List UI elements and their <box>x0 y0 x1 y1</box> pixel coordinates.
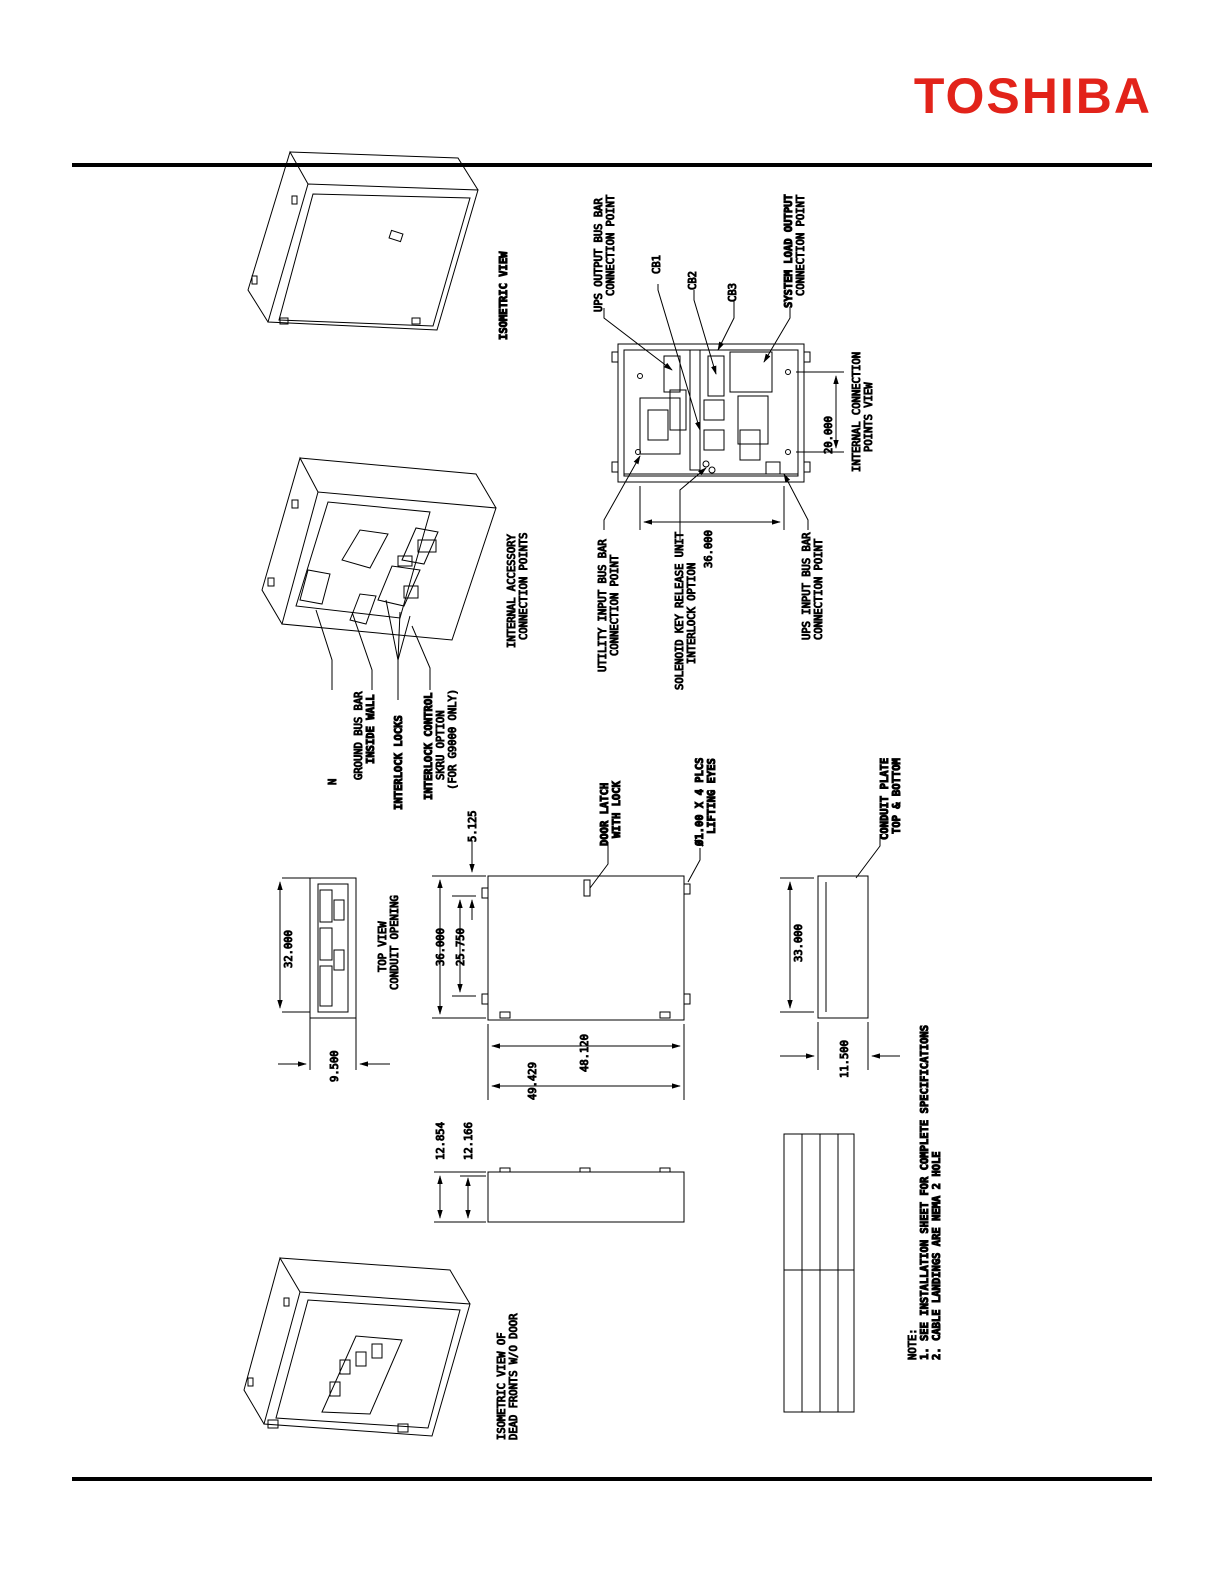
cb3-label: CB3 <box>727 283 739 302</box>
conduit-plate-labels <box>793 758 903 1078</box>
interlock-locks-label: INTERLOCK LOCKS <box>393 715 405 810</box>
dim-32-000: 32.000 <box>283 930 295 968</box>
system-load-output-sub: CONNECTION POINT <box>795 194 807 296</box>
iso-closed-drawing <box>248 152 478 330</box>
lifting-eyes-label: Ø1.00 X 4 PLCS <box>694 757 706 846</box>
dim-49-429: 49.429 <box>527 1062 539 1100</box>
blank-table-grid <box>784 1134 854 1412</box>
top-view-title2: CONDUIT OPENING <box>389 895 401 990</box>
dim-36-000-front: 36.000 <box>435 928 447 966</box>
interlock-control-sub1: SKRU OPTION <box>435 710 447 780</box>
note-2: 2. CABLE LANDINGS ARE NEMA 2 HOLE <box>931 1151 943 1360</box>
front-view-labels <box>435 757 718 1100</box>
ground-bus-bar-label: GROUND BUS BAR <box>353 691 365 780</box>
top-view-title1: TOP VIEW <box>377 921 389 972</box>
iso-deadfront-title1: ISOMETRIC VIEW OF <box>496 1332 508 1440</box>
ground-bus-bar-sub: INSIDE WALL <box>365 694 377 764</box>
side-view-drawing <box>434 1168 684 1222</box>
iso-internal-callouts <box>316 533 530 810</box>
conduit-plate-label: CONDUIT PLATE <box>879 757 891 840</box>
dim-48-120: 48.120 <box>579 1034 591 1072</box>
internal-points-title2: POINTS VIEW <box>863 382 875 452</box>
neutral-bus-bar-label: N <box>327 778 339 785</box>
ups-output-bus-label: UPS OUTPUT BUS BAR <box>593 198 605 312</box>
toshiba-logo: TOSHIBA <box>913 68 1152 124</box>
iso-closed-label <box>498 251 510 340</box>
cb2-label: CB2 <box>687 271 699 290</box>
utility-input-bus-sub: CONNECTION POINT <box>609 554 621 656</box>
lifting-eyes-sub: LIFTING EYES <box>706 758 718 834</box>
dim-12-854: 12.854 <box>435 1122 447 1160</box>
ups-input-bus-label: UPS INPUT BUS BAR <box>801 532 813 640</box>
internal-connection-labels <box>593 194 875 690</box>
iso-deadfront-label <box>496 1313 520 1440</box>
internal-points-title1: INTERNAL CONNECTION <box>851 351 863 472</box>
dim-5-125: 5.125 <box>467 810 479 842</box>
iso-internal-drawing <box>262 458 496 640</box>
iso-closed-title: ISOMETRIC VIEW <box>498 251 510 340</box>
solenoid-key-label: SOLENOID KEY RELEASE UNIT <box>674 531 686 690</box>
iso-internal-title2: CONNECTION POINTS <box>518 532 530 640</box>
conduit-plate-sub: TOP & BOTTOM <box>891 758 903 834</box>
iso-internal-title1: INTERNAL ACCESSORY <box>506 534 518 648</box>
dim-33-000: 33.000 <box>793 924 805 962</box>
ups-output-bus-sub: CONNECTION POINT <box>605 194 617 296</box>
interlock-control-label: INTERLOCK CONTROL <box>423 692 435 800</box>
top-view-drawing <box>278 878 390 1070</box>
dim-9-500: 9.500 <box>329 1050 341 1082</box>
top-view-labels <box>283 895 401 1082</box>
door-latch-label: DOOR LATCH <box>599 782 611 846</box>
dim-12-166: 12.166 <box>463 1122 475 1160</box>
iso-deadfront-title2: DEAD FRONTS W/O DOOR <box>508 1313 520 1440</box>
notes-block <box>907 1025 943 1360</box>
dim-36-000-internal: 36.000 <box>703 530 715 568</box>
note-1: 1. SEE INSTALLATION SHEET FOR COMPLETE SPECIFICATIONS <box>919 1024 931 1360</box>
utility-input-bus-label: UTILITY INPUT BUS BAR <box>597 539 609 672</box>
side-view-labels <box>435 1122 475 1160</box>
iso-deadfront-drawing <box>244 1258 470 1436</box>
system-load-output-label: SYSTEM LOAD OUTPUT <box>783 194 795 308</box>
notes-heading: NOTE: <box>907 1328 919 1360</box>
cb1-label: CB1 <box>651 255 663 274</box>
solenoid-key-sub: INTERLOCK OPTION <box>686 562 698 664</box>
front-view-drawing <box>432 840 700 1100</box>
dim-20-000: 20.000 <box>823 416 835 454</box>
dim-11-500: 11.500 <box>839 1040 851 1078</box>
ups-input-bus-sub: CONNECTION POINT <box>813 538 825 640</box>
door-latch-sub: WITH LOCK <box>611 781 623 838</box>
internal-connection-drawing <box>604 284 844 540</box>
dim-25-750: 25.750 <box>455 928 467 966</box>
interlock-control-sub2: (FOR G9000 ONLY) <box>447 688 459 790</box>
